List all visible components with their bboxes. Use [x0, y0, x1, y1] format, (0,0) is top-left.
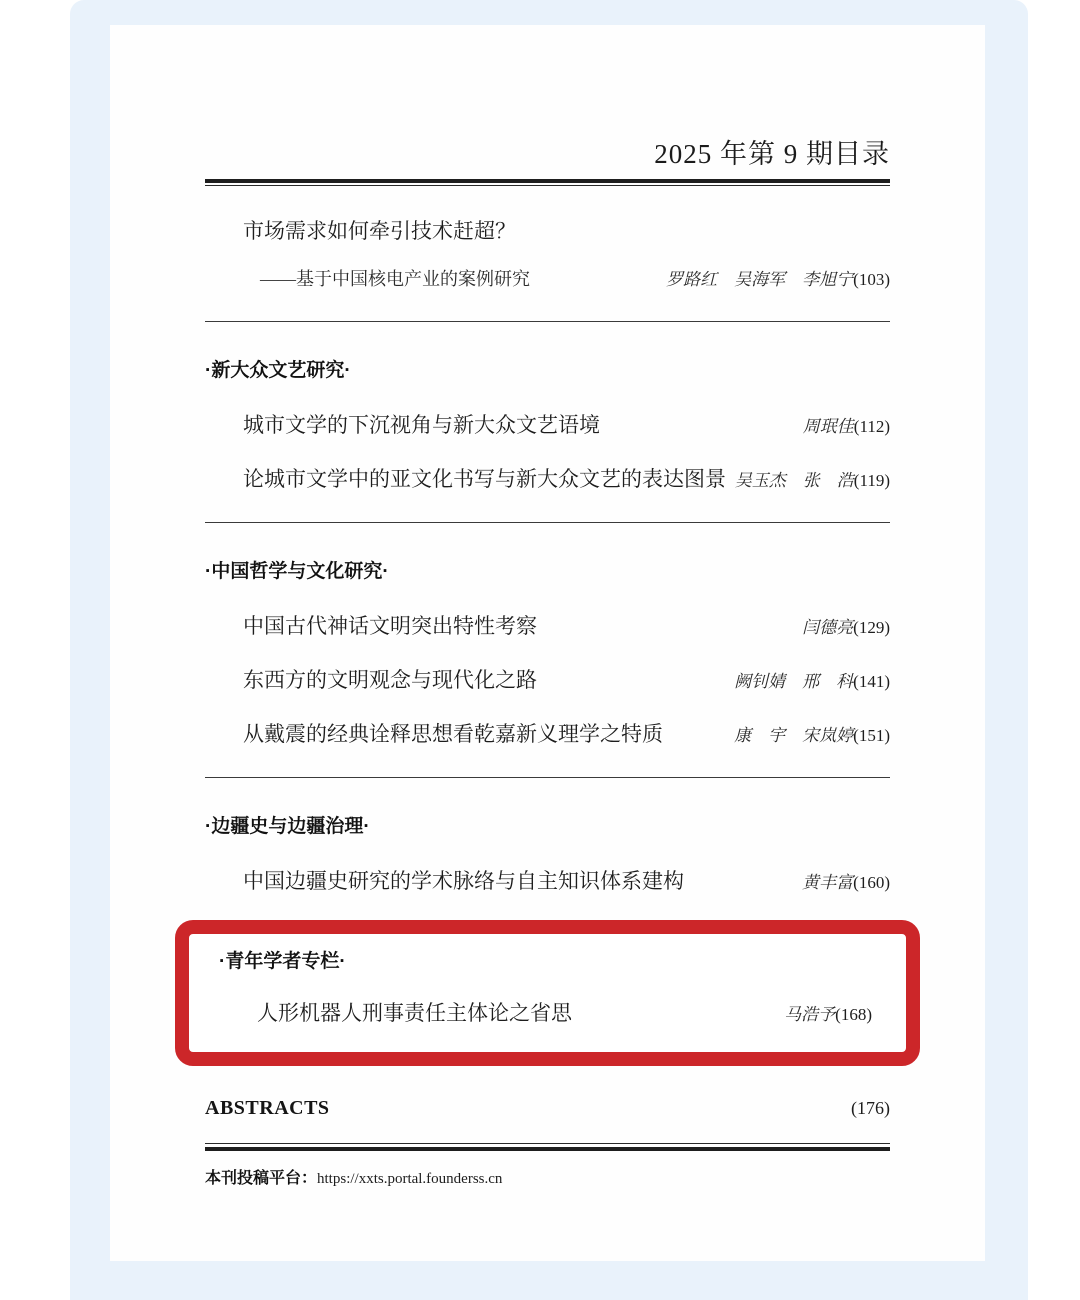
- rule-thick: [205, 1147, 890, 1151]
- lead-article-subtitle: ——基于中国核电产业的案例研究: [260, 269, 530, 289]
- page-number: (168): [835, 1005, 872, 1024]
- article-title: 论城市文学中的亚文化书写与新大众文艺的表达图景: [243, 467, 726, 491]
- blue-mat: [70, 0, 1028, 1300]
- article-row: [205, 719, 890, 751]
- lead-article-title: 市场需求如何牵引技术赶超？: [243, 219, 516, 243]
- author-names: 阙钊婧 邢 科: [734, 672, 854, 691]
- section-divider: [205, 522, 890, 523]
- article-row: [205, 665, 890, 697]
- page-number: (151): [853, 726, 890, 745]
- article-authors: [802, 868, 890, 898]
- section-label-young-scholars: ·青年学者专栏·: [219, 951, 346, 972]
- header-double-rule: [205, 179, 890, 186]
- page-number: (119): [853, 471, 890, 490]
- abstracts-row: [205, 1096, 890, 1121]
- section-divider: [205, 321, 890, 322]
- rule-thin: [205, 185, 890, 186]
- article-row: [205, 410, 890, 442]
- section-label-frontier-history: ·边疆史与边疆治理·: [205, 816, 370, 837]
- article-row: [205, 464, 890, 496]
- article-title: 中国边疆史研究的学术脉络与自主知识体系建构: [243, 869, 684, 893]
- lead-article-authors: [666, 265, 890, 295]
- page-number: (160): [853, 873, 890, 892]
- article-title: 城市文学的下沉视角与新大众文艺语境: [243, 413, 600, 437]
- page-number: (112): [853, 417, 890, 436]
- article-authors: [803, 412, 890, 442]
- page-number: (129): [853, 618, 890, 637]
- author-names: 罗路红 吴海军 李旭宁: [666, 270, 854, 289]
- footer-double-rule: [205, 1143, 890, 1151]
- article-authors: [802, 613, 890, 643]
- rule-thick: [205, 179, 890, 183]
- section-divider: [205, 777, 890, 778]
- section-label-chinese-philosophy: ·中国哲学与文化研究·: [205, 561, 389, 582]
- page-number: (141): [853, 672, 890, 691]
- article-title: 人形机器人刑事责任主体论之省思: [257, 1001, 572, 1025]
- article-row: [205, 611, 890, 643]
- page-number: (176): [851, 1098, 890, 1118]
- page-number: (103): [853, 270, 890, 289]
- submission-platform-row: [205, 1165, 890, 1188]
- rule-thin: [205, 1143, 890, 1144]
- author-names: 闫德亮: [802, 618, 854, 637]
- article-authors: [735, 466, 890, 496]
- article-title: 从戴震的经典诠释思想看乾嘉新义理学之特质: [243, 722, 663, 746]
- author-names: 周珉佳: [802, 417, 854, 436]
- article-title: 东西方的文明观念与现代化之路: [243, 668, 537, 692]
- abstracts-label: ABSTRACTS: [205, 1097, 330, 1119]
- author-names: 吴玉杰 张 浩: [734, 471, 854, 490]
- article-row: [205, 866, 890, 898]
- platform-url-link[interactable]: https://xxts.portal.founderss.cn: [317, 1171, 503, 1187]
- article-authors: [784, 1000, 872, 1030]
- author-names: 康 宇 宋岚婷: [734, 726, 854, 745]
- platform-label: 本刊投稿平台：: [205, 1170, 318, 1187]
- author-names: 马浩予: [784, 1005, 836, 1024]
- article-authors: [734, 721, 890, 751]
- author-names: 黄丰富: [802, 873, 854, 892]
- article-title: 中国古代神话文明突出特性考察: [243, 614, 537, 638]
- article-authors: [734, 667, 890, 697]
- section-label-new-mass-literature: ·新大众文艺研究·: [205, 360, 351, 381]
- page-title: 2025 年第 9 期目录: [654, 139, 890, 169]
- journal-toc-page: [110, 25, 985, 1261]
- highlight-box: [175, 920, 920, 1066]
- article-row: [219, 998, 872, 1030]
- lead-article-row: [205, 264, 890, 295]
